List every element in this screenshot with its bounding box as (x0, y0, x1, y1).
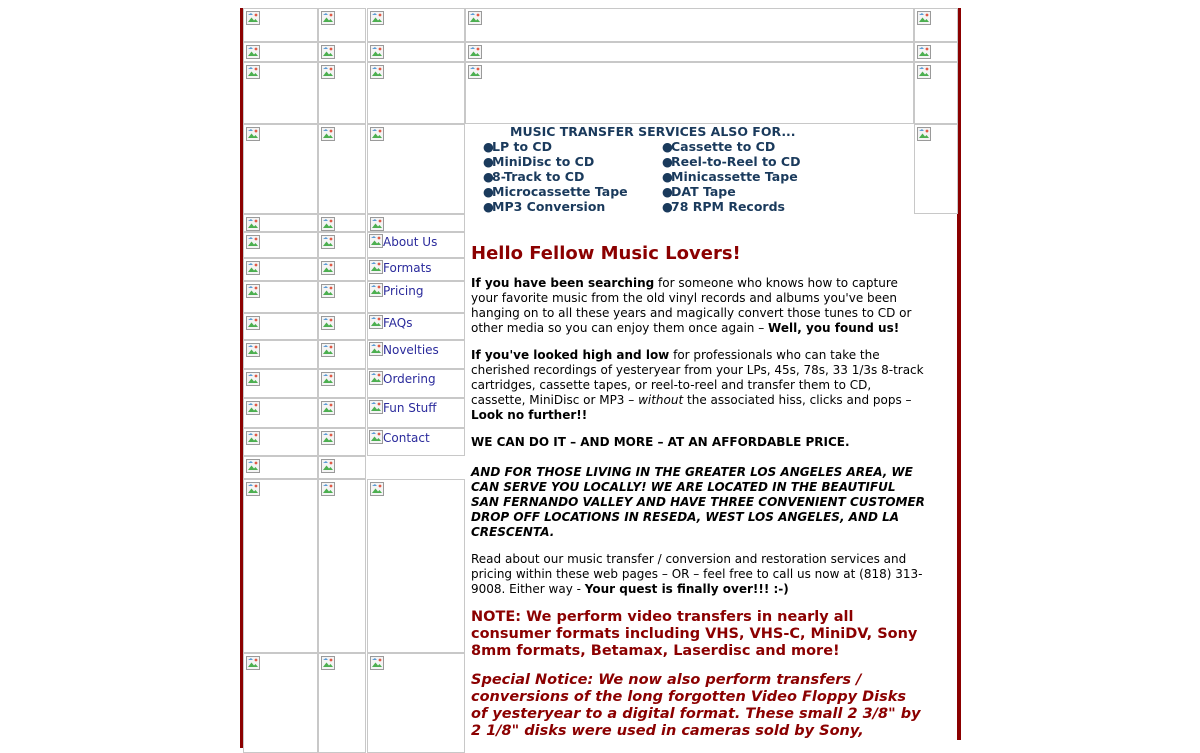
image-placeholder (318, 479, 366, 653)
image-placeholder (243, 124, 318, 214)
image-placeholder (367, 62, 465, 124)
broken-image-icon (321, 316, 335, 330)
broken-image-icon (370, 45, 384, 59)
broken-image-icon (246, 261, 260, 275)
image-placeholder (318, 124, 366, 214)
nav-fun-stuff-link[interactable]: Fun Stuff (369, 400, 436, 417)
broken-image-icon (370, 65, 384, 79)
broken-image-icon (917, 65, 931, 79)
service-item: ●Cassette to CD (662, 139, 776, 154)
broken-image-icon (246, 284, 260, 298)
image-placeholder (243, 456, 318, 479)
broken-image-icon (321, 284, 335, 298)
service-item: ●DAT Tape (662, 184, 736, 199)
image-placeholder (318, 214, 366, 232)
local-service-paragraph: AND FOR THOSE LIVING IN THE GREATER LOS ANGELES AREA, WE CAN SERVE YOU LOCALLY! WE ARE LOCATED IN THE BEAUTIFUL SAN FERNANDO VALLEY AND HAVE THREE CONVENIENT CUSTOMER DROP OFF LOCATIONS IN RESEDA, WEST LOS ANGELES, AND LA CRESCENTA. (471, 465, 925, 539)
broken-image-icon (369, 315, 383, 332)
broken-image-icon (246, 482, 260, 496)
broken-image-icon (321, 261, 335, 275)
image-placeholder (318, 42, 366, 62)
broken-image-icon (321, 459, 335, 473)
broken-image-icon (370, 217, 384, 231)
bullet-icon: ● (483, 199, 494, 214)
service-item: ●Minicassette Tape (662, 169, 798, 184)
broken-image-icon (246, 656, 260, 670)
image-placeholder (367, 479, 465, 653)
broken-image-icon (321, 482, 335, 496)
image-placeholder (243, 398, 318, 428)
broken-image-icon (370, 127, 384, 141)
broken-image-icon (370, 11, 384, 25)
broken-image-icon (917, 11, 931, 25)
broken-image-icon (246, 316, 260, 330)
image-placeholder (243, 214, 318, 232)
broken-image-icon (246, 235, 260, 249)
broken-image-icon (321, 343, 335, 357)
broken-image-icon (246, 343, 260, 357)
broken-image-icon (321, 65, 335, 79)
broken-image-icon (321, 11, 335, 25)
broken-image-icon (246, 127, 260, 141)
image-placeholder (465, 62, 914, 124)
image-placeholder (243, 281, 318, 313)
broken-image-icon (370, 482, 384, 496)
image-placeholder (367, 124, 465, 214)
broken-image-icon (369, 400, 383, 417)
broken-image-icon (246, 217, 260, 231)
image-placeholder (243, 42, 318, 62)
nav-faqs-link[interactable]: FAQs (369, 315, 413, 332)
contact-paragraph: Read about our music transfer / conversion and restoration services and pricing within these web pages – OR – feel free to call us now at (818) 313-9008. Either way - Your quest is finally over!!! :-) (471, 552, 923, 596)
video-transfer-note: NOTE: We perform video transfers in nearly all consumer formats including VHS, VHS-C, MiniDV, Sony 8mm formats, Betamax, Laserdisc and more! (471, 609, 918, 659)
image-placeholder (465, 8, 914, 42)
service-item: ●Microcassette Tape (483, 184, 628, 199)
special-notice: Special Notice: We now also perform transfers / conversions of the long forgotten Video Floppy Disks of yesteryear to a digital format. These small 2 3/8" by 2 1/8" disks were used in cameras sold by Sony, (471, 672, 921, 739)
image-placeholder (318, 258, 366, 281)
image-placeholder (367, 8, 465, 42)
image-placeholder (243, 8, 318, 42)
image-placeholder (318, 340, 366, 369)
broken-image-icon (246, 431, 260, 445)
image-placeholder (914, 124, 958, 214)
bullet-icon: ● (483, 139, 494, 154)
image-placeholder (243, 479, 318, 653)
bullet-icon: ● (483, 169, 494, 184)
image-placeholder (318, 8, 366, 42)
formats-paragraph: If you've looked high and low for professionals who can take the cherished recordings of yesteryear from your LPs, 45s, 78s, 33 1/3s 8-track cartridges, cassette tapes, or reel-to-reel and transfer them to CD, cassette, MiniDisc or MP3 – without the associated hiss, clicks and pops – Look no further!! (471, 348, 924, 422)
services-column-2 (662, 139, 801, 214)
bullet-icon: ● (662, 169, 673, 184)
image-placeholder (367, 653, 465, 753)
service-item: ●78 RPM Records (662, 199, 785, 214)
image-placeholder (318, 653, 366, 753)
services-title: MUSIC TRANSFER SERVICES ALSO FOR... (510, 124, 796, 139)
services-column-1 (483, 139, 628, 214)
image-placeholder (243, 653, 318, 753)
nav-formats-link[interactable]: Formats (369, 260, 432, 277)
broken-image-icon (321, 401, 335, 415)
service-item: ●Reel-to-Reel to CD (662, 154, 801, 169)
right-border-bar (957, 213, 961, 740)
broken-image-icon (917, 45, 931, 59)
image-placeholder (318, 456, 366, 479)
nav-about-us-link[interactable]: About Us (369, 234, 437, 251)
image-placeholder (243, 313, 318, 340)
broken-image-icon (370, 656, 384, 670)
broken-image-icon (246, 45, 260, 59)
image-placeholder (318, 313, 366, 340)
image-placeholder (243, 258, 318, 281)
bullet-icon: ● (483, 154, 494, 169)
broken-image-icon (468, 65, 482, 79)
image-placeholder (243, 369, 318, 398)
intro-paragraph: If you have been searching for someone who knows how to capture your favorite music from the old vinyl records and albums you've been hanging on to all these years and magically convert those tunes to CD or other media so you can enjoy them once again – Well, you found us! (471, 276, 912, 335)
image-placeholder (318, 428, 366, 456)
image-placeholder (318, 62, 366, 124)
broken-image-icon (369, 234, 383, 251)
broken-image-icon (321, 431, 335, 445)
page-title: Hello Fellow Music Lovers! (471, 243, 741, 264)
broken-image-icon (321, 45, 335, 59)
broken-image-icon (246, 401, 260, 415)
broken-image-icon (321, 372, 335, 386)
image-placeholder (243, 428, 318, 456)
image-placeholder (367, 214, 465, 232)
bullet-icon: ● (483, 184, 494, 199)
image-placeholder (367, 42, 465, 62)
image-placeholder (914, 8, 958, 42)
broken-image-icon (321, 235, 335, 249)
broken-image-icon (369, 430, 383, 447)
broken-image-icon (369, 371, 383, 388)
services-box (466, 124, 913, 214)
broken-image-icon (246, 11, 260, 25)
image-placeholder (914, 42, 958, 62)
broken-image-icon (321, 656, 335, 670)
bullet-icon: ● (662, 184, 673, 199)
image-placeholder (914, 62, 958, 124)
nav-contact-link[interactable]: Contact (369, 430, 430, 447)
image-placeholder (318, 369, 366, 398)
nav-novelties-link[interactable]: Novelties (369, 342, 439, 359)
image-placeholder (243, 340, 318, 369)
broken-image-icon (369, 283, 383, 300)
nav-ordering-link[interactable]: Ordering (369, 371, 436, 388)
broken-image-icon (917, 127, 931, 141)
broken-image-icon (369, 260, 383, 277)
broken-image-icon (369, 342, 383, 359)
image-placeholder (318, 232, 366, 258)
service-item: ●MP3 Conversion (483, 199, 606, 214)
nav-pricing-link[interactable]: Pricing (369, 283, 423, 300)
broken-image-icon (468, 11, 482, 25)
main-content (471, 242, 936, 739)
service-item: ●LP to CD (483, 139, 552, 154)
bullet-icon: ● (662, 139, 673, 154)
affordable-statement: WE CAN DO IT – AND MORE – AT AN AFFORDABLE PRICE. (471, 435, 850, 449)
broken-image-icon (246, 65, 260, 79)
image-placeholder (465, 42, 914, 62)
image-placeholder (243, 232, 318, 258)
image-placeholder (243, 62, 318, 124)
image-placeholder (318, 398, 366, 428)
image-placeholder (318, 281, 366, 313)
bullet-icon: ● (662, 199, 673, 214)
service-item: ●8-Track to CD (483, 169, 585, 184)
broken-image-icon (246, 372, 260, 386)
broken-image-icon (321, 217, 335, 231)
broken-image-icon (468, 45, 482, 59)
broken-image-icon (321, 127, 335, 141)
broken-image-icon (246, 459, 260, 473)
bullet-icon: ● (662, 154, 673, 169)
service-item: ●MiniDisc to CD (483, 154, 595, 169)
